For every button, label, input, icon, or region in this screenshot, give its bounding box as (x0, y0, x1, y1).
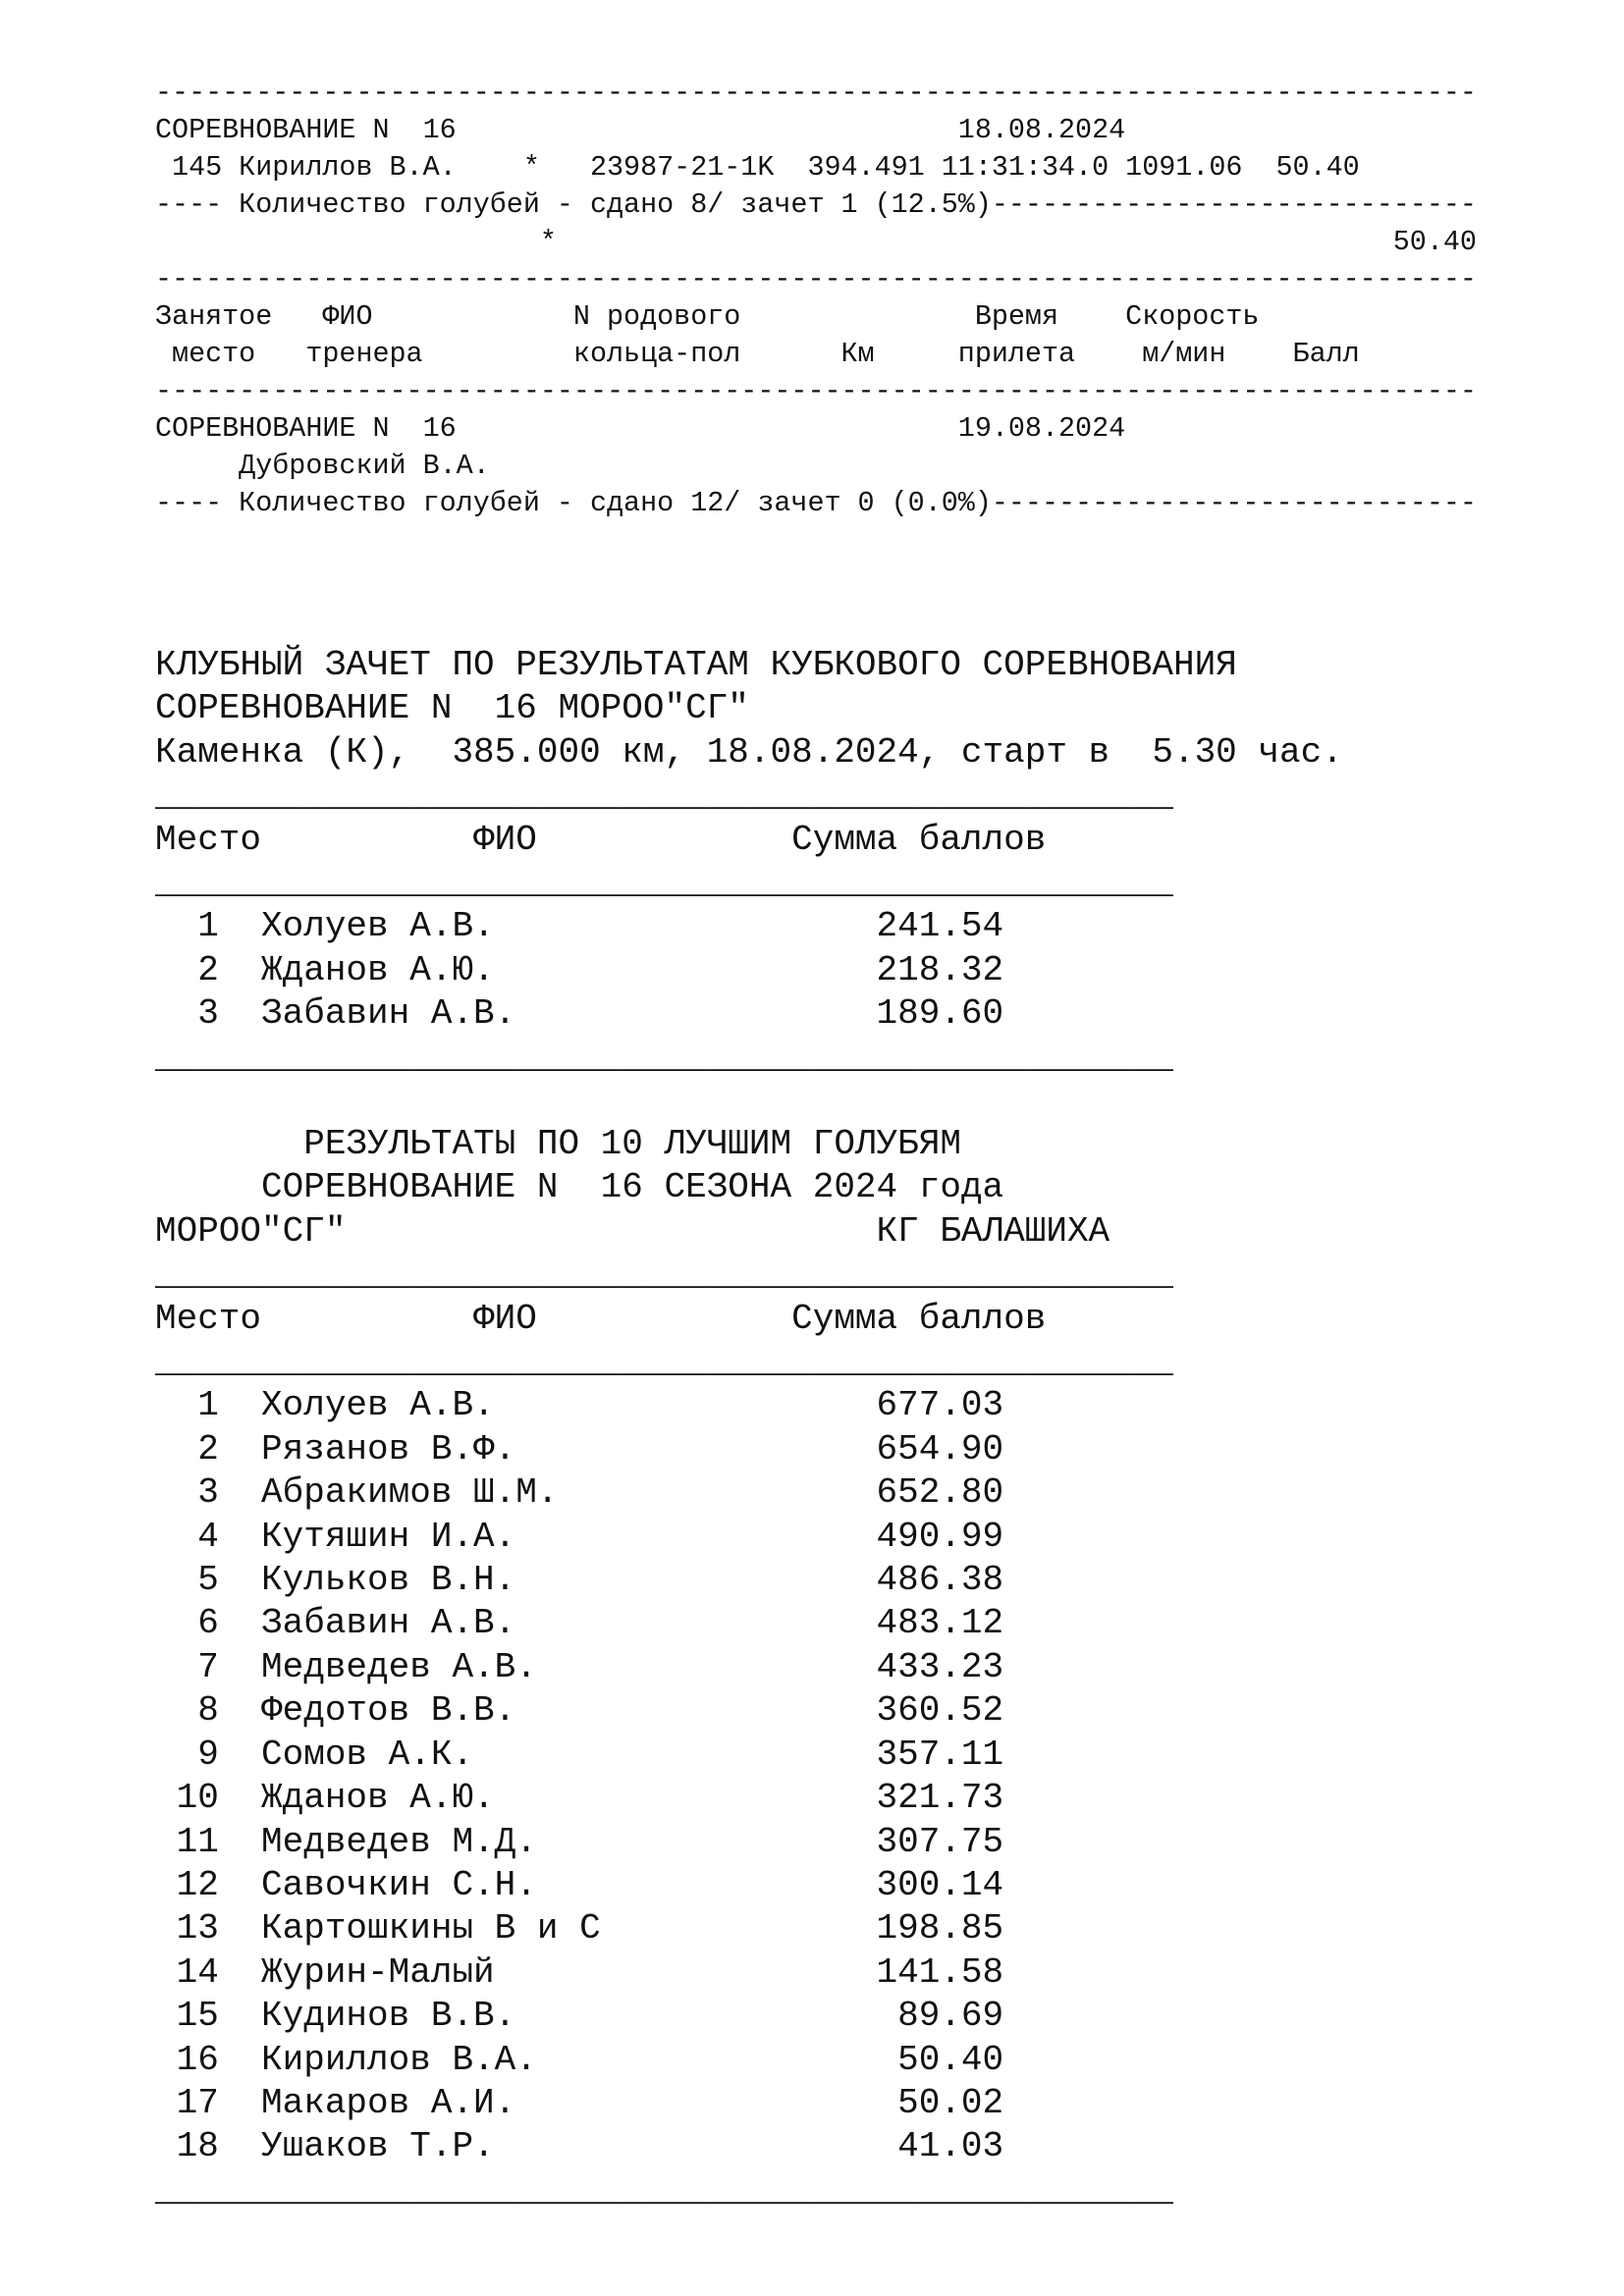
top10-results-line: 11 Медведев М.Д. 307.75 (155, 1821, 1004, 1862)
top10-results-line: 5 Кульков В.Н. 486.38 (155, 1560, 1004, 1601)
top10-results-section (155, 1123, 1173, 2213)
top10-results-line: 10 Жданов А.Ю. 321.73 (155, 1778, 1004, 1819)
top10-results-line: 17 Макаров А.И. 50.02 (155, 2082, 1004, 2123)
top10-results-line: МОРОО"СГ" КГ БАЛАШИХА (155, 1210, 1110, 1252)
club-results-line: ________________________________________________ (155, 863, 1173, 904)
top10-results-line: 9 Сомов А.К. 357.11 (155, 1734, 1004, 1775)
listing-line: Дубровский В.А. (155, 450, 490, 482)
listing-line: ---- Количество голубей - сдано 8/ зачет 1 (12.5%)----------------------------- (155, 188, 1477, 221)
top10-results-line: ________________________________________________ (155, 1342, 1173, 1383)
top10-results-line: СОРЕВНОВАНИЕ N 16 СЕЗОНА 2024 года (155, 1167, 1004, 1208)
listing-line: ------------------------------------------------------------------------------- (155, 375, 1477, 407)
top10-results-line: 2 Рязанов В.Ф. 654.90 (155, 1428, 1004, 1469)
club-results-line: 2 Жданов А.Ю. 218.32 (155, 949, 1004, 990)
club-results-line: 1 Холуев А.В. 241.54 (155, 906, 1004, 947)
club-results-line: Каменка (К), 385.000 км, 18.08.2024, старт в 5.30 час. (155, 731, 1343, 773)
club-results-line: Место ФИО Сумма баллов (155, 819, 1047, 860)
club-results-line: 3 Забавин А.В. 189.60 (155, 993, 1004, 1035)
competition-listing (155, 75, 1477, 522)
top10-results-line: Место ФИО Сумма баллов (155, 1298, 1047, 1339)
club-results-line: СОРЕВНОВАНИЕ N 16 МОРОО"СГ" (155, 688, 749, 729)
listing-line: ------------------------------------------------------------------------------- (155, 263, 1477, 295)
club-results-line: КЛУБНЫЙ ЗАЧЕТ ПО РЕЗУЛЬТАТАМ КУБКОВОГО СОРЕВНОВАНИЯ (155, 645, 1237, 685)
club-results-section (155, 644, 1343, 1080)
listing-line: ------------------------------------------------------------------------------- (155, 77, 1477, 109)
top10-results-line: 6 Забавин А.В. 483.12 (155, 1603, 1004, 1644)
listing-line: Занятое ФИО N родового Время Скорость (155, 300, 1260, 333)
listing-line: * 50.40 (155, 226, 1477, 258)
top10-results-line: ________________________________________________ (155, 2169, 1173, 2211)
top10-results-line: 15 Кудинов В.В. 89.69 (155, 1996, 1004, 2037)
top10-results-line: 13 Картошкины В и С 198.85 (155, 1908, 1004, 1949)
top10-results-line: 14 Журин-Малый 141.58 (155, 1951, 1004, 1993)
top10-results-line: 16 Кириллов В.А. 50.40 (155, 2039, 1004, 2080)
club-results-line: ________________________________________________ (155, 1037, 1173, 1078)
top10-results-line: 8 Федотов В.В. 360.52 (155, 1690, 1004, 1732)
listing-line: ---- Количество голубей - сдано 12/ зачет 0 (0.0%)----------------------------- (155, 487, 1477, 519)
listing-line: 145 Кириллов В.А. * 23987-21-1K 394.491 11:31:34.0 1091.06 50.40 (155, 151, 1360, 184)
top10-results-line: 18 Ушаков Т.Р. 41.03 (155, 2126, 1004, 2167)
top10-results-line: ________________________________________________ (155, 1255, 1173, 1296)
top10-results-line: РЕЗУЛЬТАТЫ ПО 10 ЛУЧШИМ ГОЛУБЯМ (155, 1124, 961, 1164)
top10-results-line: 4 Кутяшин И.А. 490.99 (155, 1516, 1004, 1557)
club-results-line: ________________________________________________ (155, 775, 1173, 817)
listing-line: СОРЕВНОВАНИЕ N 16 19.08.2024 (155, 412, 1126, 445)
listing-line: место тренера кольца-пол Км прилета м/мин Балл (155, 338, 1360, 370)
listing-line: СОРЕВНОВАНИЕ N 16 18.08.2024 (155, 114, 1126, 146)
top10-results-line: 7 Медведев А.В. 433.23 (155, 1646, 1004, 1687)
top10-results-line: 3 Абракимов Ш.М. 652.80 (155, 1472, 1004, 1514)
top10-results-line: 12 Савочкин С.Н. 300.14 (155, 1864, 1004, 1905)
top10-results-line: 1 Холуев А.В. 677.03 (155, 1385, 1004, 1426)
